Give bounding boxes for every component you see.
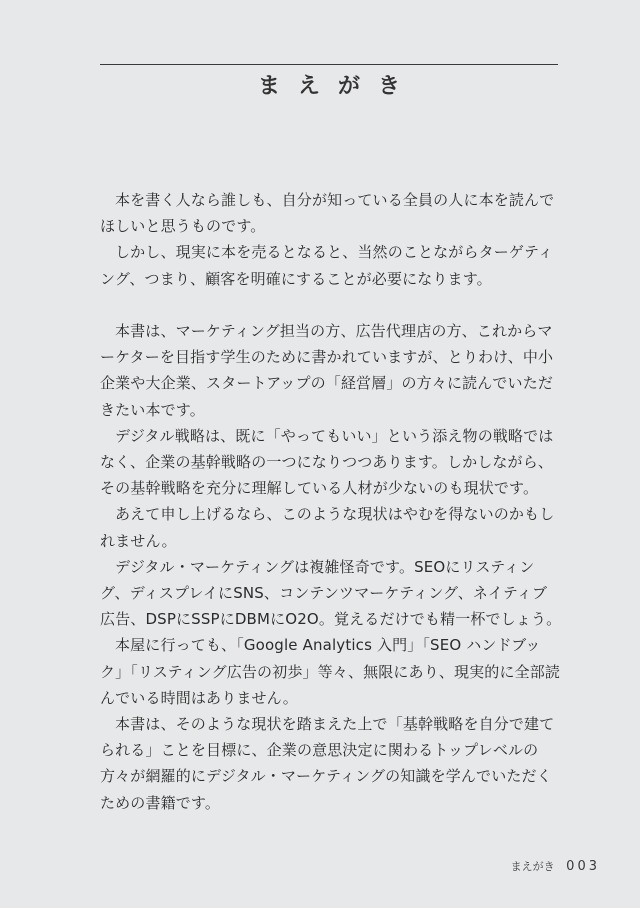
running-header-label: まえがき bbox=[510, 860, 555, 873]
body-text bbox=[100, 187, 562, 816]
paragraph: デジタル戦略は、既に「やってもいい」という添え物の戦略ではなく、企業の基幹戦略の一つになりつつあります。しかしながら、その基幹戦略を充分に理解している人材が少ないのも現状です。 bbox=[100, 426, 554, 498]
title-top-rule bbox=[100, 64, 558, 65]
page-footer bbox=[511, 857, 600, 877]
paragraph: デジタル・マーケティングは複雑怪奇です。SEOにリスティング、ディスプレイにSNS、コンテンツマーケティング、ネイティブ広告、DSPにSSPにDBMにO2O。覚えるだけでも精一杯でしょう。 bbox=[100, 557, 562, 629]
paragraph: 本屋に行っても、「Google Analytics 入門」「SEO ハンドブック」「リスティング広告の初歩」等々、無限にあり、現実的に全部読んでいる時間はありません。 bbox=[100, 636, 561, 707]
paragraph: 本書は、そのような現状を踏まえた上で「基幹戦略を自分で建てられる」ことを目標に、企業の意思決定に関わるトップレベルの方々が網羅的にデジタル・マーケティングの知識を学んでいただくための書籍です。 bbox=[100, 715, 555, 812]
paragraph: あえて申し上げるなら、このような現状はやむを得ないのかもしれません。 bbox=[100, 505, 555, 550]
paragraph: しかし、現実に本を売るとなると、当然のことながらターゲティング、つまり、顧客を明確にすることが必要になります。 bbox=[100, 243, 554, 288]
page-number: 003 bbox=[566, 859, 600, 874]
paragraph: 本書は、マーケティング担当の方、広告代理店の方、これからマーケターを目指す学生のために書かれていますが、とりわけ、中小企業や大企業、スタートアップの「経営層」の方々に読んでいただきたい本です。 bbox=[100, 322, 554, 419]
paragraph: 本を書く人なら誰しも、自分が知っている全員の人に本を読んでほしいと思うものです。 bbox=[100, 191, 555, 236]
chapter-title: まえがき bbox=[257, 74, 418, 99]
